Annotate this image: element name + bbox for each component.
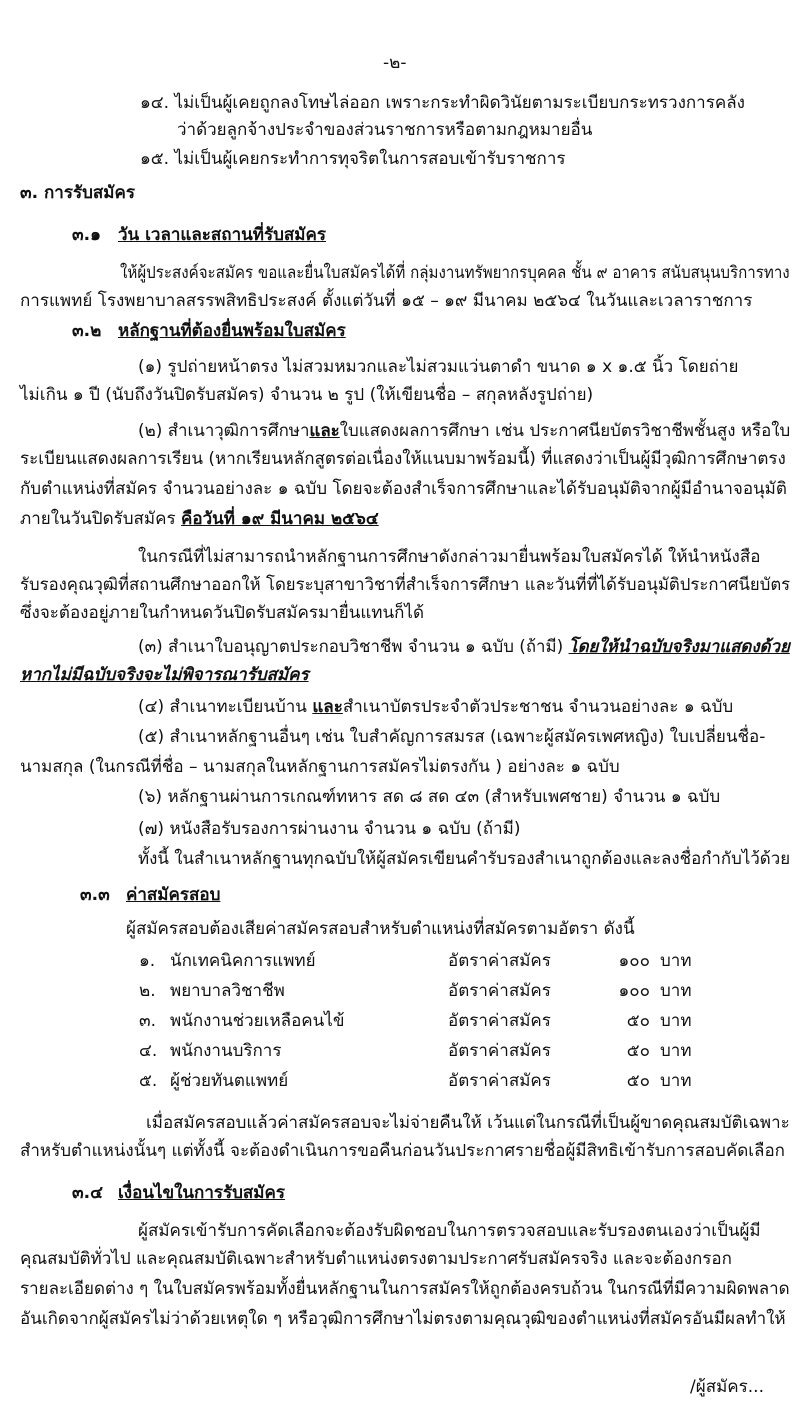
evidence-6: (๖) หลักฐานผ่านการเกณฑ์ทหาร สด ๘ สด ๔๓ (สำหรับเพศชาย) จำนวน ๑ ฉบับ — [138, 787, 721, 807]
evidence-4 — [138, 696, 733, 718]
fee-amount: ๕๐ — [626, 1011, 650, 1031]
fee-rate-label: อัตราค่าสมัคร — [448, 951, 551, 971]
qualification-14-line1: ๑๔. ไม่เป็นผู้เคยถูกลงโทษไล่ออก เพราะกระทำผิดวินัยตามระเบียบกระทรวงการคลัง — [140, 93, 745, 113]
evidence-1-line1: (๑) รูปถ่ายหน้าตรง ไม่สวมหมวกและไม่สวมแว่นตาดำ ขนาด ๑ x ๑.๕ นิ้ว โดยถ่าย — [138, 357, 739, 377]
section-3-3-heading: ค่าสมัครสอบ — [126, 885, 221, 905]
evidence-closing-note: ทั้งนี้ ในสำเนาหลักฐานทุกฉบับให้ผู้สมัครเขียนคำรับรองสำเนาถูกต้องและลงชื่อกำกับไว้ด้วย — [138, 849, 791, 869]
fee-refund-line1: เมื่อสมัครสอบแล้วค่าสมัครสอบจะไม่จ่ายคืนให้ เว้นแต่ในกรณีที่เป็นผู้ขาดคุณสมบัติเฉพาะ — [146, 1113, 790, 1133]
fee-amount: ๑๐๐ — [618, 981, 650, 1001]
section-3-4-heading: เงื่อนไขในการรับสมัคร — [118, 1183, 286, 1203]
fee-row — [0, 950, 800, 972]
evidence-2-line2: ระเบียนแสดงผลการเรียน (หากเรียนหลักสูตรต่อเนื่องให้แนบมาพร้อมนี้) ที่แสดงว่าเป็นผู้มีวุฒิการศึกษาตรง — [20, 449, 786, 469]
evidence-2-and-emphasis: และ — [309, 421, 340, 441]
evidence-5-line2: นามสกุล (ในกรณีที่ชื่อ – นามสกุลในหลักฐานการสมัครไม่ตรงกัน ) อย่างละ ๑ ฉบับ — [20, 757, 620, 777]
fee-unit: บาท — [660, 1011, 692, 1031]
section-3-1-number: ๓.๑ — [72, 225, 101, 245]
fee-rate-label: อัตราค่าสมัคร — [448, 981, 551, 1001]
evidence-2-line3: กับตำแหน่งที่สมัคร จำนวนอย่างละ ๑ ฉบับ โดยจะต้องสำเร็จการศึกษาและได้รับอนุมัติจากผู้มีอำนาจอนุมัติ — [20, 479, 787, 499]
conditions-line4: อันเกิดจากผู้สมัครไม่ว่าด้วยเหตุใด ๆ หรือวุฒิการศึกษาไม่ตรงตามคุณวุฒิของตำแหน่งที่สมัครอันมีผลทำให้ — [20, 1309, 786, 1329]
evidence-2-text: (๒) สำเนาวุฒิการศึกษา — [138, 421, 310, 441]
fee-position: พนักงานช่วยเหลือคนไข้ — [170, 1011, 345, 1031]
continuation-marker: /ผู้สมัคร... — [690, 1377, 764, 1397]
fee-rate-label: อัตราค่าสมัคร — [448, 1071, 551, 1091]
evidence-3-line2: หากไม่มีฉบับจริงจะไม่พิจารณารับสมัคร — [20, 665, 309, 685]
section-3-3-number: ๓.๓ — [80, 885, 110, 905]
fee-number: ๔. — [139, 1041, 158, 1061]
fee-position: นักเทคนิคการแพทย์ — [170, 951, 316, 971]
section-3-1-heading: วัน เวลาและสถานที่รับสมัคร — [118, 225, 326, 245]
evidence-note-line3: ซึ่งจะต้องอยู่ภายในกำหนดวันปิดรับสมัครมายื่นแทนก็ได้ — [20, 603, 424, 623]
section-3-1-paragraph-line1: ให้ผู้ประสงค์จะสมัคร ขอและยื่นใบสมัครได้ที่ กลุ่มงานทรัพยากรบุคคล ชั้น ๙ อาคาร สนับสนุนบริการทาง — [120, 263, 790, 283]
evidence-1-line2: ไม่เกิน ๑ ปี (นับถึงวันปิดรับสมัคร) จำนวน ๒ รูป (ให้เขียนชื่อ – สกุลหลังรูปถ่าย) — [20, 385, 594, 405]
fee-number: ๓. — [139, 1011, 157, 1031]
evidence-3-original-required: โดยให้นำฉบับจริงมาแสดงด้วย — [568, 637, 790, 657]
fee-row — [0, 980, 800, 1002]
evidence-3-line1 — [138, 636, 790, 658]
evidence-3-text: (๓) สำเนาใบอนุญาตประกอบวิชาชีพ จำนวน ๑ ฉบับ (ถ้ามี) — [138, 637, 569, 657]
fee-refund-line2: สำหรับตำแหน่งนั้นๆ แต่ทั้งนี้ จะต้องดำเนินการขอคืนก่อนวันประกาศรายชื่อผู้มีสิทธิเข้ารับการสอบคัดเลือก — [20, 1141, 785, 1161]
fee-position: ผู้ช่วยทันตแพทย์ — [170, 1071, 289, 1091]
fee-number: ๕. — [139, 1071, 158, 1091]
fee-row — [0, 1070, 800, 1092]
fee-intro: ผู้สมัครสอบต้องเสียค่าสมัครสอบสำหรับตำแหน่งที่สมัครตามอัตรา ดังนี้ — [126, 919, 635, 939]
section-3-2-number: ๓.๒ — [72, 321, 102, 341]
evidence-2-deadline-date: คือวันที่ ๑๙ มีนาคม ๒๕๖๔ — [181, 509, 379, 529]
fee-row — [0, 1010, 800, 1032]
section-3-1-paragraph-line2: การแพทย์ โรงพยาบาลสรรพสิทธิประสงค์ ตั้งแต่วันที่ ๑๕ – ๑๙ มีนาคม ๒๕๖๔ ในวันและเวลาราชการ — [20, 291, 753, 311]
evidence-5-line1: (๕) สำเนาหลักฐานอื่นๆ เช่น ใบสำคัญการสมรส (เฉพาะผู้สมัครเพศหญิง) ใบเปลี่ยนชื่อ- — [138, 727, 766, 747]
evidence-7: (๗) หนังสือรับรองการผ่านงาน จำนวน ๑ ฉบับ (ถ้ามี) — [138, 819, 521, 839]
fee-unit: บาท — [660, 1041, 692, 1061]
fee-unit: บาท — [660, 951, 692, 971]
fee-number: ๑. — [139, 951, 156, 971]
evidence-4-text-cont: สำเนาบัตรประจำตัวประชาชน จำนวนอย่างละ ๑ ฉบับ — [342, 697, 734, 717]
section-3-heading: ๓. การรับสมัคร — [20, 183, 135, 203]
evidence-2-line4 — [20, 508, 379, 530]
fee-position: พนักงานบริการ — [170, 1041, 282, 1061]
qualification-15: ๑๕. ไม่เป็นผู้เคยกระทำการทุจริตในการสอบเข้ารับราชการ — [140, 149, 566, 169]
fee-amount: ๕๐ — [626, 1041, 650, 1061]
page-number: -๒- — [383, 53, 407, 73]
fee-rate-label: อัตราค่าสมัคร — [448, 1041, 551, 1061]
qualification-14-line2: ว่าด้วยลูกจ้างประจำของส่วนราชการหรือตามกฎหมายอื่น — [177, 120, 593, 140]
conditions-line1: ผู้สมัครเข้ารับการคัดเลือกจะต้องรับผิดชอบในการตรวจสอบและรับรองตนเองว่าเป็นผู้มี — [138, 1221, 761, 1241]
evidence-2-deadline-text: ภายในวันปิดรับสมัคร — [20, 509, 182, 529]
conditions-line2: คุณสมบัติทั่วไป และคุณสมบัติเฉพาะสำหรับตำแหน่งตรงตามประกาศรับสมัครจริง และจะต้องกรอก — [20, 1249, 732, 1269]
conditions-line3: รายละเอียดต่าง ๆ ในใบสมัครพร้อมทั้งยื่นหลักฐานในการสมัครให้ถูกต้องครบถ้วน ในกรณีที่มีความผิดพลาด — [20, 1279, 790, 1299]
fee-row — [0, 1040, 800, 1062]
section-3-2-heading: หลักฐานที่ต้องยื่นพร้อมใบสมัคร — [118, 321, 346, 341]
evidence-2-line1 — [138, 420, 790, 442]
evidence-note-line2: รับรองคุณวุฒิที่สถานศึกษาออกให้ โดยระบุสาขาวิชาที่สำเร็จการศึกษา และวันที่ที่ได้รับอนุมัติประกาศนียบัตร — [20, 575, 791, 595]
section-3-4-number: ๓.๔ — [72, 1183, 103, 1203]
fee-amount: ๑๐๐ — [618, 951, 650, 971]
fee-rate-label: อัตราค่าสมัคร — [448, 1011, 551, 1031]
fee-number: ๒. — [139, 981, 156, 1001]
evidence-4-text: (๔) สำเนาทะเบียนบ้าน — [138, 697, 313, 717]
evidence-note-line1: ในกรณีที่ไม่สามารถนำหลักฐานการศึกษาดังกล่าวมายื่นพร้อมใบสมัครได้ ให้นำหนังสือ — [138, 547, 761, 567]
fee-unit: บาท — [660, 1071, 692, 1091]
fee-amount: ๕๐ — [626, 1071, 650, 1091]
evidence-4-and-emphasis: และ — [312, 697, 343, 717]
fee-position: พยาบาลวิชาชีพ — [170, 981, 285, 1001]
evidence-2-text-cont: ใบแสดงผลการศึกษา เช่น ประกาศนียบัตรวิชาชีพชั้นสูง หรือใบ — [339, 421, 791, 441]
fee-unit: บาท — [660, 981, 692, 1001]
